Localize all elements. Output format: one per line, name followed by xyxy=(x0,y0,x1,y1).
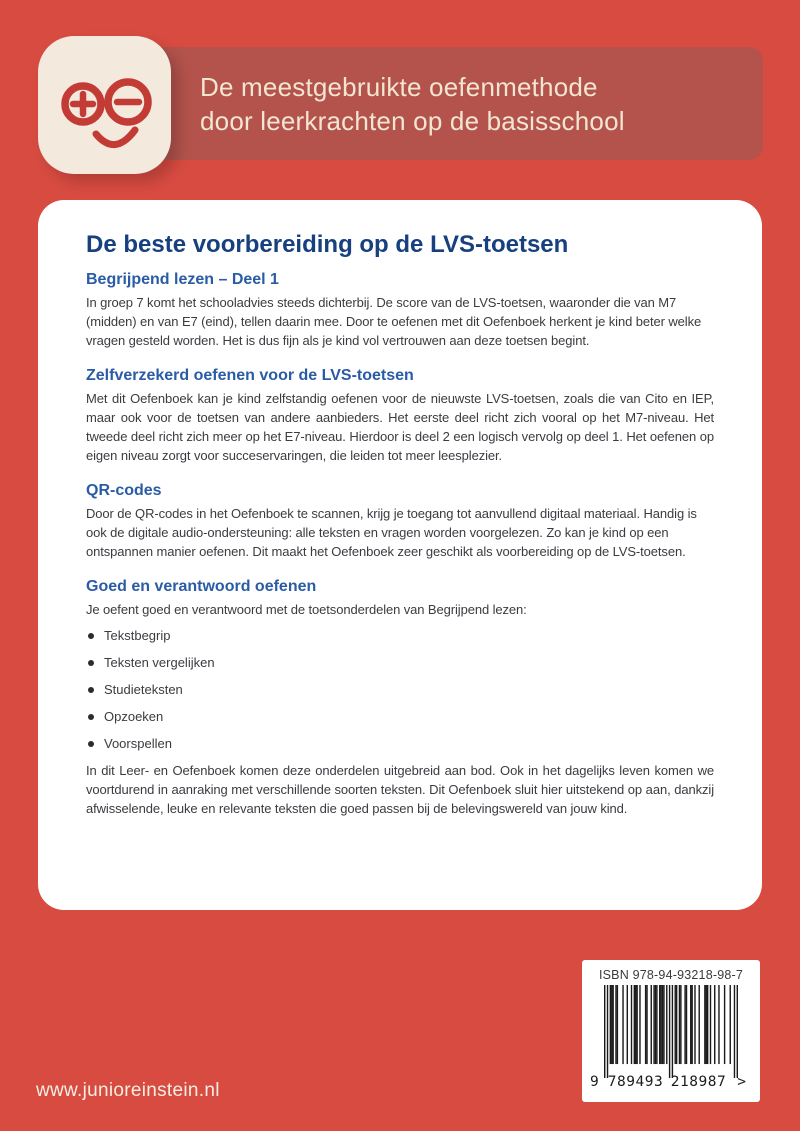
section-paragraph: Je oefent goed en verantwoord met de toetsonderdelen van Begrijpend lezen: xyxy=(86,602,527,617)
closing-paragraph: In dit Leer- en Oefenboek komen deze onderdelen uitgebreid aan bod. Ook in het dagelijks leven komen we voortdurend in aanraking met verschillende soorten teksten. Dit Oefenboek sluit hier uitstekend op aan, dankzij afwisselende, leuke en relevante teksten die goed passen bij de belevingswereld van jouw kind. xyxy=(86,763,714,816)
list-item xyxy=(88,626,714,645)
barcode-digit-group-1: 9 xyxy=(590,1074,599,1090)
barcode-digits xyxy=(590,1074,752,1090)
section-heading: Begrijpend lezen – Deel 1 xyxy=(86,271,279,288)
sections-container xyxy=(86,270,714,818)
tagline-line-2: door leerkrachten op de basisschool xyxy=(200,105,625,136)
section-heading: Goed en verantwoord oefenen xyxy=(86,578,317,595)
toets-onderdelen-list xyxy=(86,626,714,753)
barcode-digit-group-3: 218987 xyxy=(670,1074,727,1090)
barcode xyxy=(590,985,752,1090)
section-paragraph: Met dit Oefenboek kan je kind zelfstandig oefenen voor de nieuwste LVS-toetsen, zoals die van Cito en IEP, maar ook voor de toetsen van andere aanbieders. Het eerste deel richt zich vooral op het M7-niveau. Het tweede deel richt zich meer op het E7-niveau. Hierdoor is deel 2 een logisch vervolg op deel 1. Het oefenen op eigen niveau zorgt voor succeservaringen, die leiden tot meer leesplezier. xyxy=(86,391,714,463)
section-heading: QR-codes xyxy=(86,482,162,499)
list-item xyxy=(88,707,714,726)
ean13-barcode-bars xyxy=(604,985,738,1078)
bullet-icon xyxy=(88,714,94,720)
bullet-label: Opzoeken xyxy=(104,709,164,724)
barcode-digit-group-2: 789493 xyxy=(607,1074,664,1090)
section-paragraph: In groep 7 komt het schooladvies steeds dichterbij. De score van de LVS-toetsen, waaronder die van M7 (midden) en van E7 (eind), tellen daarin mee. Door te oefenen met dit Oefenboek herkent je kind beter welke vragen gesteld worden. Het is dus fijn als je kind vol vertrouwen aan deze toetsen begint. xyxy=(86,295,702,348)
list-item xyxy=(88,653,714,672)
bullet-icon xyxy=(88,633,94,639)
bullet-label: Voorspellen xyxy=(104,736,172,751)
junior-einstein-logo xyxy=(38,36,171,174)
bullet-icon xyxy=(88,741,94,747)
isbn-label: ISBN 978-94-93218-98-7 xyxy=(598,968,744,982)
bullet-icon xyxy=(88,687,94,693)
list-item xyxy=(88,680,714,699)
page-title: De beste voorbereiding op de LVS-toetsen xyxy=(86,231,569,258)
glasses-smiley-face-icon xyxy=(38,36,171,174)
bullet-label: Tekstbegrip xyxy=(104,628,171,643)
section-paragraph: Door de QR-codes in het Oefenboek te scannen, krijg je toegang tot aanvullend digitaal materiaal. Handig is ook de digitale audio-ondersteuning: alle teksten en vragen worden voorgelezen. Zo kan je kind op een ontspannen manier oefenen. Dit maakt het Oefenboek zeer geschikt als voorbereiding op de LVS-toetsen. xyxy=(86,506,697,559)
bullet-label: Teksten vergelijken xyxy=(104,655,215,670)
bullet-label: Studieteksten xyxy=(104,682,183,697)
tagline-line-1: De meestgebruikte oefenmethode xyxy=(200,71,598,102)
website-url: www.junioreinstein.nl xyxy=(36,1080,220,1101)
description-card xyxy=(38,200,762,910)
section-heading: Zelfverzekerd oefenen voor de LVS-toetsen xyxy=(86,367,414,384)
smile-icon xyxy=(96,130,135,145)
list-item xyxy=(88,734,714,753)
bullet-icon xyxy=(88,660,94,666)
isbn-barcode-panel xyxy=(582,960,760,1102)
barcode-end-marker: > xyxy=(737,1074,746,1090)
tagline-banner xyxy=(128,47,763,160)
